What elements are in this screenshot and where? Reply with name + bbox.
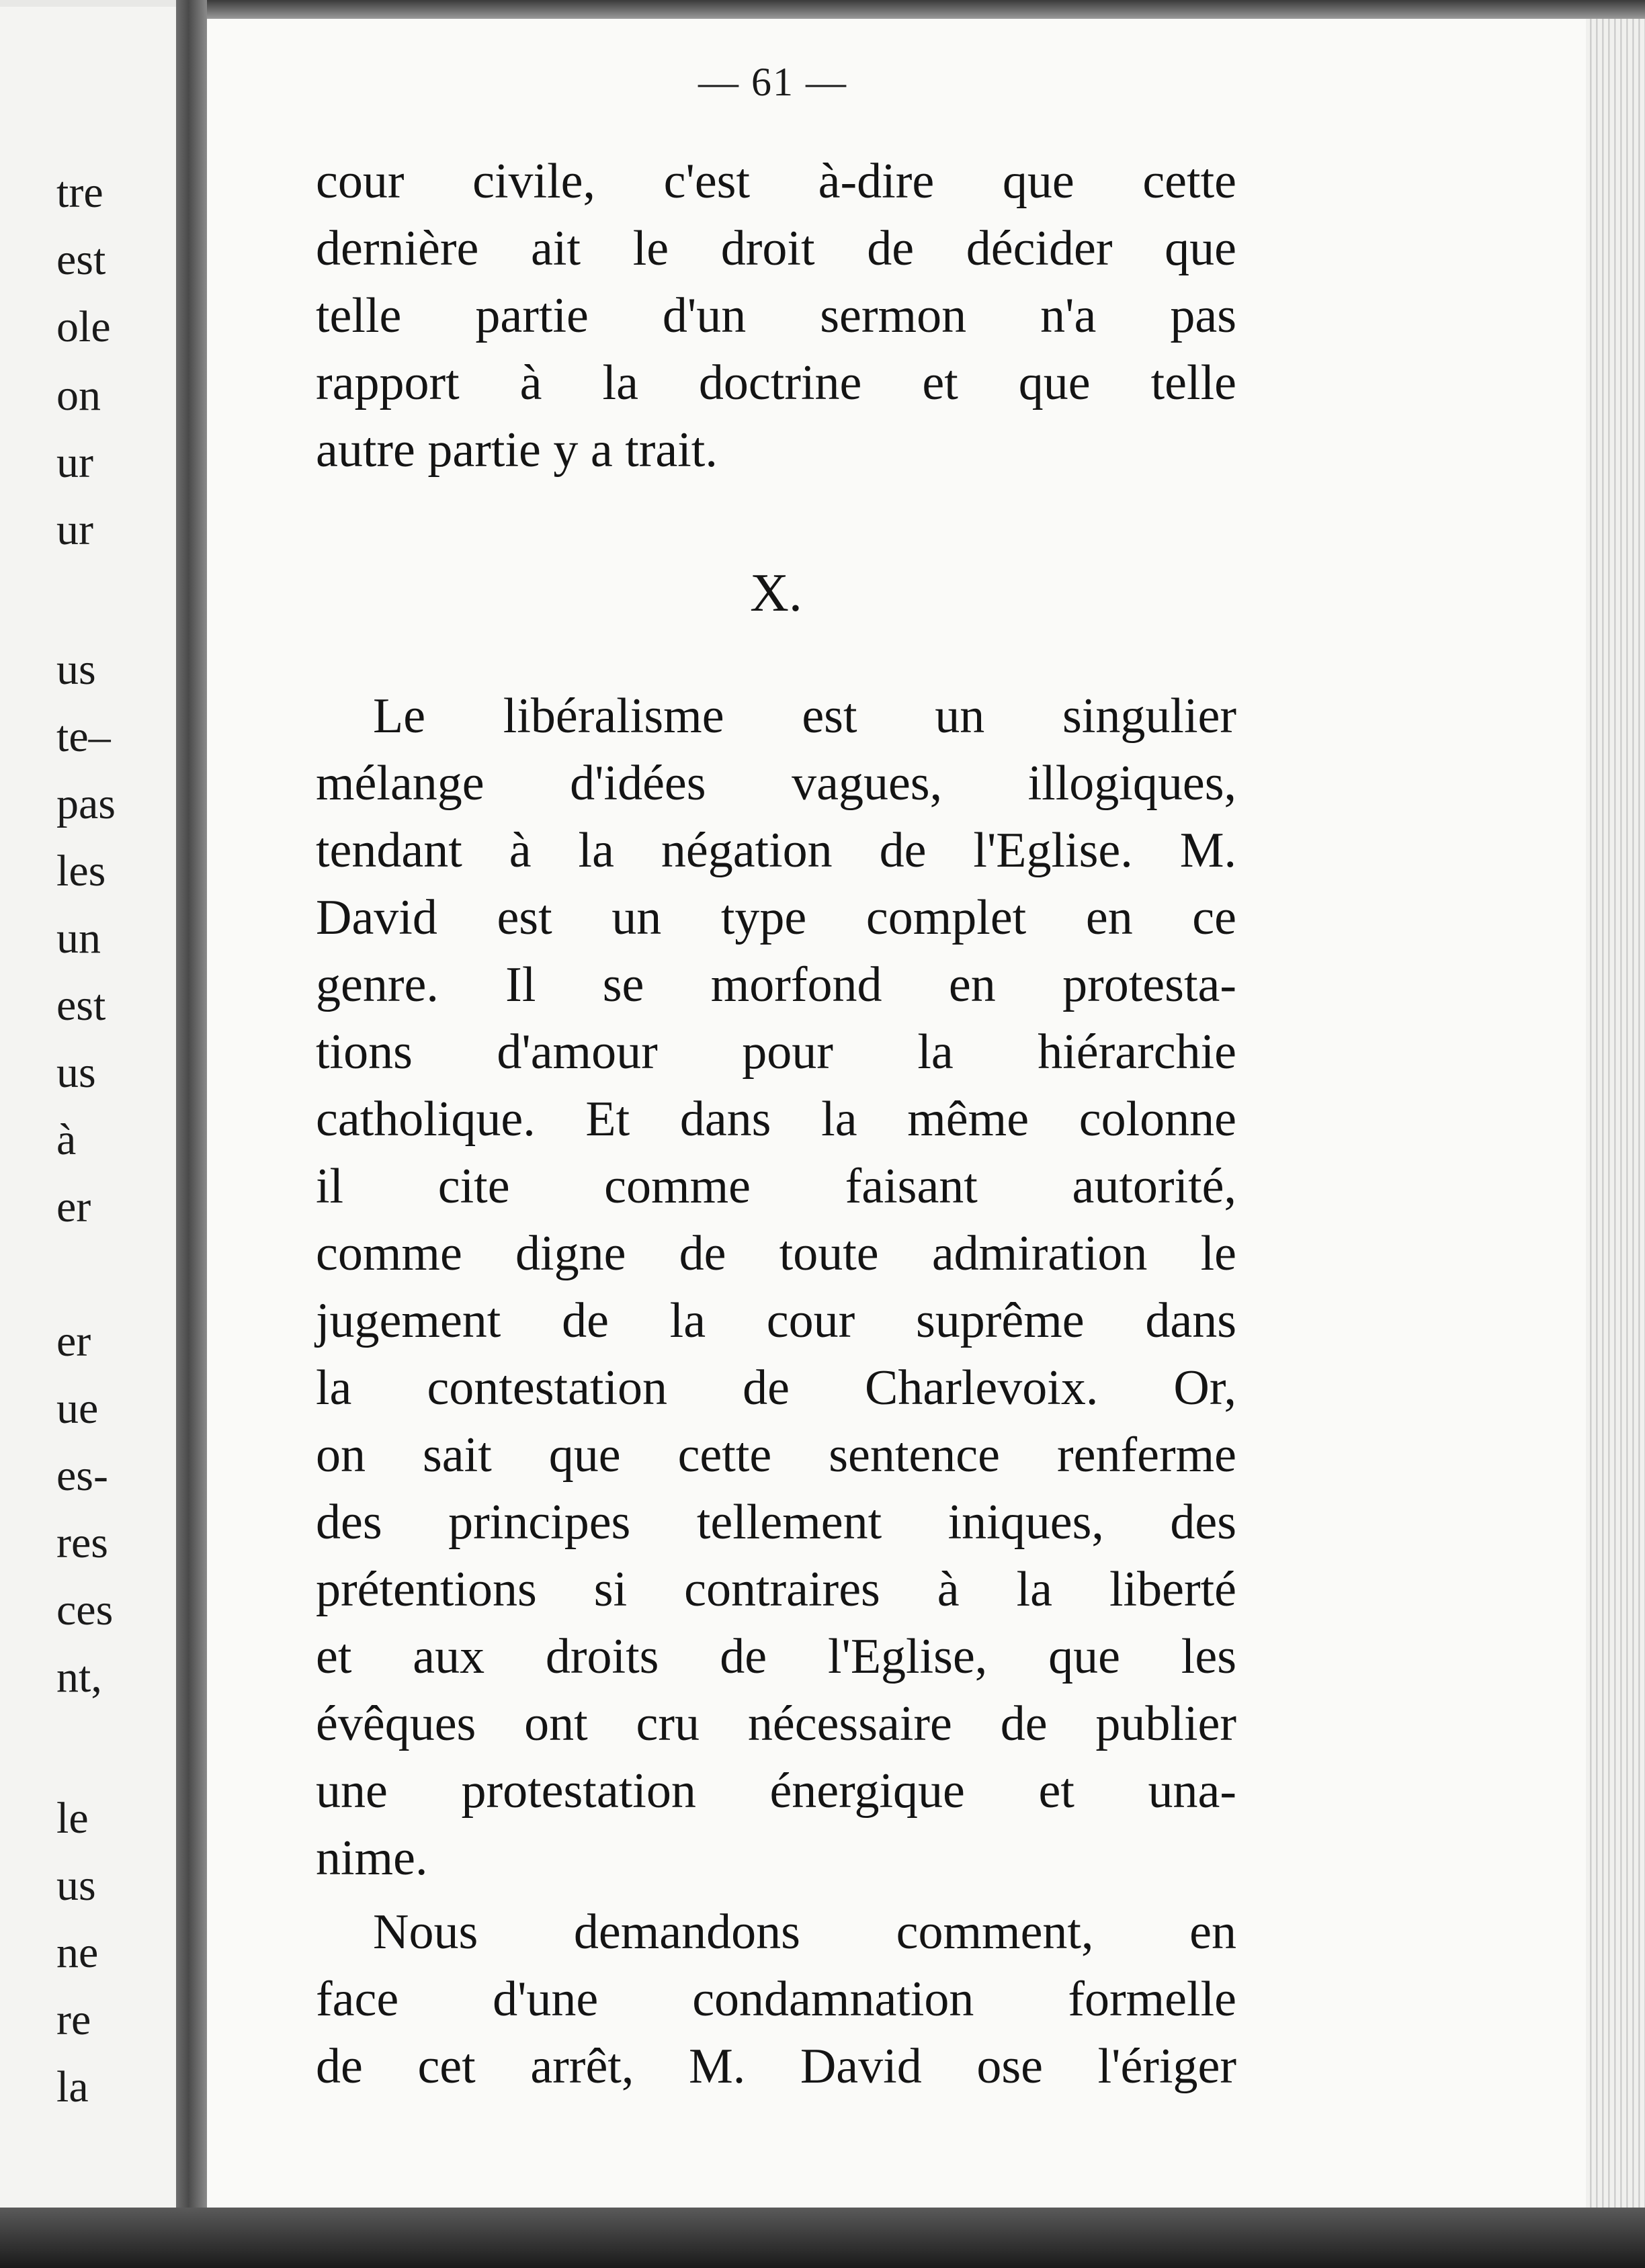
- left-page-fragment: on: [56, 371, 101, 420]
- text-line: mélange d'idées vagues, illogiques,: [316, 756, 1236, 811]
- left-page-fragment: tre: [56, 168, 103, 217]
- left-page-fragment: à: [56, 1115, 77, 1164]
- text-line: telle partie d'un sermon n'a pas: [316, 288, 1236, 343]
- left-page-fragment: le: [56, 1794, 89, 1843]
- left-page-fragment: us: [56, 645, 96, 694]
- text-line: comme digne de toute admiration le: [316, 1226, 1236, 1281]
- text-line: de cet arrêt, M. David ose l'ériger: [316, 2039, 1236, 2094]
- text-line: évêques ont cru nécessaire de publier: [316, 1696, 1236, 1751]
- left-page-fragment: pas: [56, 779, 116, 828]
- text-line: on sait que cette sentence renferme: [316, 1428, 1236, 1483]
- text-line: dernière ait le droit de décider que: [316, 221, 1236, 276]
- text-line: autre partie y a trait.: [316, 423, 718, 478]
- book-gutter: [176, 0, 207, 2217]
- left-page-fragment: la: [56, 2062, 89, 2111]
- text-line: face d'une condamnation formelle: [316, 1972, 1236, 2027]
- text-line: des principes tellement iniques, des: [316, 1495, 1236, 1550]
- left-page-fragment: res: [56, 1518, 108, 1567]
- scan-bottom-shadow: [0, 2208, 1645, 2268]
- section-heading: X.: [750, 564, 802, 623]
- text-line: tions d'amour pour la hiérarchie: [316, 1024, 1236, 1080]
- left-page-fragment: ur: [56, 505, 93, 554]
- left-page-fragment: ole: [56, 302, 111, 351]
- left-page-fragment: un: [56, 914, 101, 963]
- left-page-fragment: us: [56, 1048, 96, 1097]
- left-page-fragment: est: [56, 235, 106, 284]
- text-line: et aux droits de l'Eglise, que les: [316, 1629, 1236, 1684]
- text-line: il cite comme faisant autorité,: [316, 1159, 1236, 1214]
- left-page-fragment: nt,: [56, 1653, 102, 1702]
- left-page-fragment: ur: [56, 438, 93, 487]
- left-page-fragment: les: [56, 846, 106, 896]
- text-line: rapport à la doctrine et que telle: [316, 355, 1236, 410]
- left-page-fragment: us: [56, 1861, 96, 1910]
- text-line: Le libéralisme est un singulier: [373, 689, 1236, 744]
- text-line: nime.: [316, 1831, 428, 1886]
- left-page-fragment: er: [56, 1182, 91, 1231]
- left-page-fragment: ces: [56, 1585, 114, 1634]
- text-line: David est un type complet en ce: [316, 890, 1236, 945]
- left-page-fragment: es-: [56, 1451, 108, 1500]
- text-line: Nous demandons comment, en: [373, 1905, 1236, 1960]
- text-line: la contestation de Charlevoix. Or,: [316, 1360, 1236, 1415]
- scan-top-shadow: [176, 0, 1645, 19]
- left-page-fragment: er: [56, 1317, 91, 1366]
- page-number: — 61 —: [698, 60, 847, 104]
- left-page-fragment: ne: [56, 1928, 99, 1977]
- page-edges: [1586, 19, 1645, 2209]
- text-line: tendant à la négation de l'Eglise. M.: [316, 823, 1236, 878]
- left-page-fragment: re: [56, 1995, 91, 2044]
- left-page-fragment: est: [56, 981, 106, 1030]
- text-line: jugement de la cour suprême dans: [316, 1293, 1236, 1348]
- text-line: prétentions si contraires à la liberté: [316, 1562, 1236, 1617]
- text-line: une protestation énergique et una-: [316, 1763, 1236, 1819]
- left-page: [0, 7, 177, 2208]
- text-line: genre. Il se morfond en protesta-: [316, 957, 1236, 1012]
- text-line: cour civile, c'est à-dire que cette: [316, 154, 1236, 209]
- left-page-fragment: ue: [56, 1384, 99, 1433]
- text-line: catholique. Et dans la même colonne: [316, 1092, 1236, 1147]
- left-page-fragment: te–: [56, 712, 111, 761]
